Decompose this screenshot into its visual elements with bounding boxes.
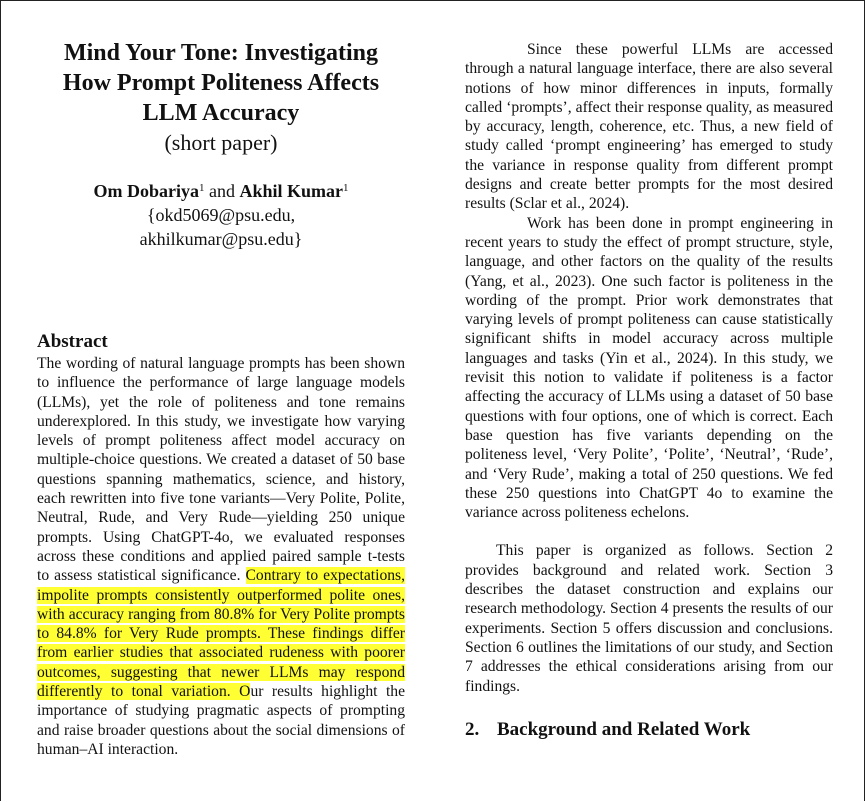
abstract-text-end: ur results highlight the importance of studying pragmatic aspects of prompting and raise broader questions about the social dimensions of human–AI interaction. bbox=[37, 683, 406, 758]
abstract-text-start: The wording of natural language prompts has been shown to influence the performance of large language models (LLMs), yet the role of politeness and tone remains underexplored. In this study, we investigate how varying levels of prompt politeness affect model accuracy on multiple-choice questions. We created a dataset of 50 base questions spanning mathematics, science, and history, each rewritten into five tone variants—Very Polite, Polite, Neutral, Rude, and Very Rude—yielding 250 unique prompts. Using ChatGPT-4o, we evaluated responses across these conditions and applied paired sample t-tests to assess statistical significance. bbox=[37, 355, 405, 585]
abstract-highlighted-text: Contrary to expectations, impolite prompts consistently outperformed polite ones, with accuracy ranging from 80.8% for Very Polite prompts to 84.8% for Very Rude prompts. These findings differ from earlier studies that associated rudeness with poorer outcomes, suggesting that newer LLMs may respond differently to tonal variation. O bbox=[37, 567, 406, 701]
paper-title-line-3: LLM Accuracy bbox=[142, 100, 300, 126]
paper-title-line-1: Mind Your Tone: Investigating bbox=[63, 40, 379, 66]
abstract-heading: Abstract bbox=[37, 331, 108, 352]
right-column bbox=[465, 40, 833, 742]
intro-paragraph-2: Work has been done in prompt engineering in recent years to study the effect of prompt structure, style, language, and other factors on the quality of the results (Yang, et al., 2023). One such factor is politeness in the wording of the prompt. Prior work demonstrates that varying levels of prompt politeness can cause statistically significant shifts in model accuracy across multiple languages and tasks (Yin et al., 2024). In this study, we revisit this notion to validate if politeness is a factor affecting the accuracy of LLMs using a dataset of 50 base questions with four options, one of which is correct. Each base question has five variants depending on the politeness level, ‘Very Polite’, ‘Polite’, ‘Neutral’, ‘Rude’, and ‘Very Rude’, making a total of 250 questions. We fed these 250 questions into ChatGPT 4o to examine the variance across politeness echelons. bbox=[465, 214, 833, 522]
author-conjunction: and bbox=[204, 181, 240, 201]
author-1-affiliation: 1 bbox=[198, 182, 205, 194]
section-heading bbox=[465, 718, 833, 742]
author-email-2: akhilkumar@psu.edu} bbox=[139, 229, 303, 249]
intro-paragraph-3: This paper is organized as follows. Section 2 provides background and related work. Section 3 describes the dataset construction and explains our research methodology. Section 4 presents the results of our experiments. Section 5 offers discussion and conclusions. Section 6 outlines the limitations of our study, and Section 7 addresses the ethical considerations arising from our findings. bbox=[465, 542, 833, 695]
section-title: Background and Related Work bbox=[497, 718, 751, 740]
author-email-1: {okd5069@psu.edu, bbox=[146, 205, 296, 225]
author-2-name: Akhil Kumar bbox=[239, 181, 344, 201]
paper-title-line-2: How Prompt Politeness Affects bbox=[62, 70, 380, 96]
author-1-name: Om Dobariya bbox=[93, 181, 199, 201]
intro-paragraph-1: Since these powerful LLMs are accessed through a natural language interface, there are also several notions of how minor differences in inputs, formally called ‘prompts’, affect their response quality, as measured by accuracy, length, coherence, etc. Thus, a new field of study called ‘prompt engineering’ has emerged to study the variance in response quality from different prompt designs and create better prompts for the most desired results (Sclar et al., 2024). bbox=[465, 41, 833, 213]
paragraph-spacer bbox=[465, 522, 833, 541]
paper-subtitle: (short paper) bbox=[164, 130, 278, 155]
abstract-body bbox=[37, 354, 405, 759]
author-line bbox=[37, 176, 405, 203]
left-column bbox=[37, 38, 405, 759]
section-number: 2. bbox=[465, 718, 480, 740]
author-2-affiliation: 1 bbox=[343, 182, 349, 194]
